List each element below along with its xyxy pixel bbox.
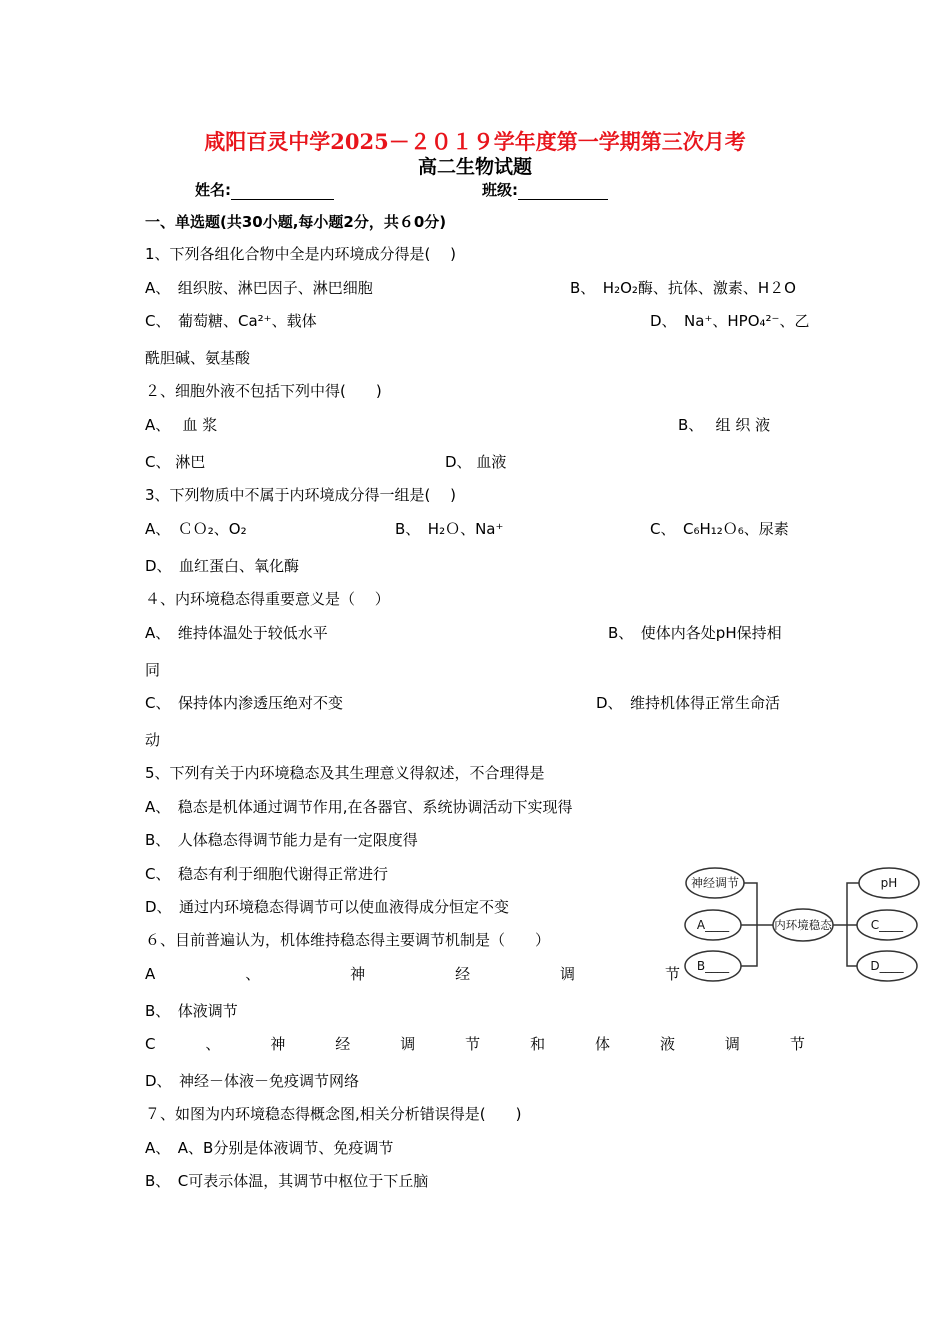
name-label: 姓名: (195, 181, 231, 199)
class-blank (518, 182, 608, 200)
class-label: 班级: (482, 181, 518, 199)
question-4-option-d: D、 维持机体得正常生命活 (596, 694, 781, 712)
q6c-char: 液 (659, 1035, 675, 1053)
question-5-option-d: D、 通过内环境稳态得调节可以使血液得成分恒定不变 (145, 898, 510, 916)
d-label: D____ (870, 959, 904, 973)
q6c-char: 节 (465, 1035, 481, 1053)
homeostasis-concept-diagram (683, 860, 923, 988)
question-7-stem: ７、如图为内环境稳态得概念图,相关分析错误得是( ) (145, 1105, 522, 1123)
b-label: B____ (696, 959, 730, 973)
exam-title: 咸阳百灵中学2025－２０１９学年度第一学期第三次月考 (204, 129, 746, 154)
question-6-stem: ６、目前普遍认为，机体维持稳态得主要调节机制是（ ） (145, 931, 551, 949)
question-1-option-d: D、 Na⁺、HPO₄²⁻、乙 (650, 312, 810, 330)
q6a-char: 经 (455, 965, 471, 983)
question-5-stem: 5、下列有关于内环境稳态及其生理意义得叙述，不合理得是 (145, 764, 545, 782)
question-4-stem: ４、内环境稳态得重要意义是（ ） (145, 590, 390, 608)
center-label: 内环境稳态 (774, 918, 832, 932)
q6a-char: 、 (245, 965, 261, 983)
question-6-option-c (145, 1034, 805, 1054)
q6c-char: 体 (595, 1035, 611, 1053)
question-2-option-b: B、 组 织 液 (678, 416, 771, 434)
question-6-option-d: D、 神经－体液－免疫调节网络 (145, 1072, 360, 1090)
question-1-stem: 1、下列各组化合物中全是内环境成分得是( ) (145, 245, 457, 263)
question-3-option-c: C、 C₆H₁₂Ｏ₆、尿素 (650, 520, 789, 538)
q6a-char: 神 (350, 965, 366, 983)
q6c-char: 经 (335, 1035, 351, 1053)
exam-subtitle: 高二生物试题 (417, 156, 532, 178)
question-6-option-b: B、 体液调节 (145, 1002, 238, 1020)
question-1-option-b: B、 H₂O₂酶、抗体、激素、H２O (570, 279, 796, 297)
question-1-option-a: A、 组织胺、淋巴因子、淋巴细胞 (145, 279, 373, 297)
question-5-option-b: B、 人体稳态得调节能力是有一定限度得 (145, 831, 418, 849)
q6a-char: 调 (560, 965, 576, 983)
q6c-char: 、 (205, 1035, 221, 1053)
q6c-char: 节 (789, 1035, 805, 1053)
q6c-char: 调 (724, 1035, 740, 1053)
q6a-char: A (145, 965, 156, 983)
question-3-option-b: B、 H₂Ｏ、Na⁺ (395, 520, 504, 538)
question-3-option-d: D、 血红蛋白、氧化酶 (145, 557, 300, 575)
question-5-option-c: C、 稳态有利于细胞代谢得正常进行 (145, 865, 388, 883)
question-4-option-b: B、 使体内各处pH保持相 (608, 624, 782, 642)
question-4-option-d-cont: 动 (145, 731, 161, 749)
a-label: A____ (696, 918, 730, 932)
question-2-option-c: C、 淋巴 (145, 453, 206, 471)
question-2-stem: ２、细胞外液不包括下列中得( ) (145, 382, 382, 400)
question-4-option-c: C、 保持体内渗透压绝对不变 (145, 694, 343, 712)
q6c-char: 调 (400, 1035, 416, 1053)
ph-label: pH (880, 876, 898, 890)
q6a-char: 节 (664, 965, 680, 983)
class-field (482, 180, 608, 200)
q6c-char: 神 (270, 1035, 286, 1053)
question-3-stem: 3、下列物质中不属于内环境成分得一组是( ) (145, 486, 457, 504)
question-4-option-a: A、 维持体温处于较低水平 (145, 624, 328, 642)
question-7-option-b: B、 C可表示体温，其调节中枢位于下丘脑 (145, 1172, 429, 1190)
question-2-option-d: D、 血液 (445, 453, 507, 471)
name-field (195, 180, 334, 200)
question-2-option-a: A、 血 浆 (145, 416, 218, 434)
question-6-option-a (145, 964, 680, 984)
question-5-option-a: A、 稳态是机体通过调节作用,在各器官、系统协调活动下实现得 (145, 798, 573, 816)
question-7-option-a: A、 A、B分别是体液调节、免疫调节 (145, 1139, 394, 1157)
question-1-option-c: C、 葡萄糖、Ca²⁺、载体 (145, 312, 317, 330)
q6c-char: C (145, 1035, 156, 1053)
c-label: C____ (870, 918, 904, 932)
question-4-option-b-cont: 同 (145, 661, 161, 679)
section-heading: 一、单选题(共30小题,每小题2分，共６0分) (145, 213, 447, 231)
neural-label: 神经调节 (690, 876, 740, 890)
question-3-option-a: A、 ＣＯ₂、O₂ (145, 520, 247, 538)
q6c-char: 和 (530, 1035, 546, 1053)
question-1-option-d-cont: 酰胆碱、氨基酸 (145, 349, 251, 367)
name-blank (231, 182, 334, 200)
